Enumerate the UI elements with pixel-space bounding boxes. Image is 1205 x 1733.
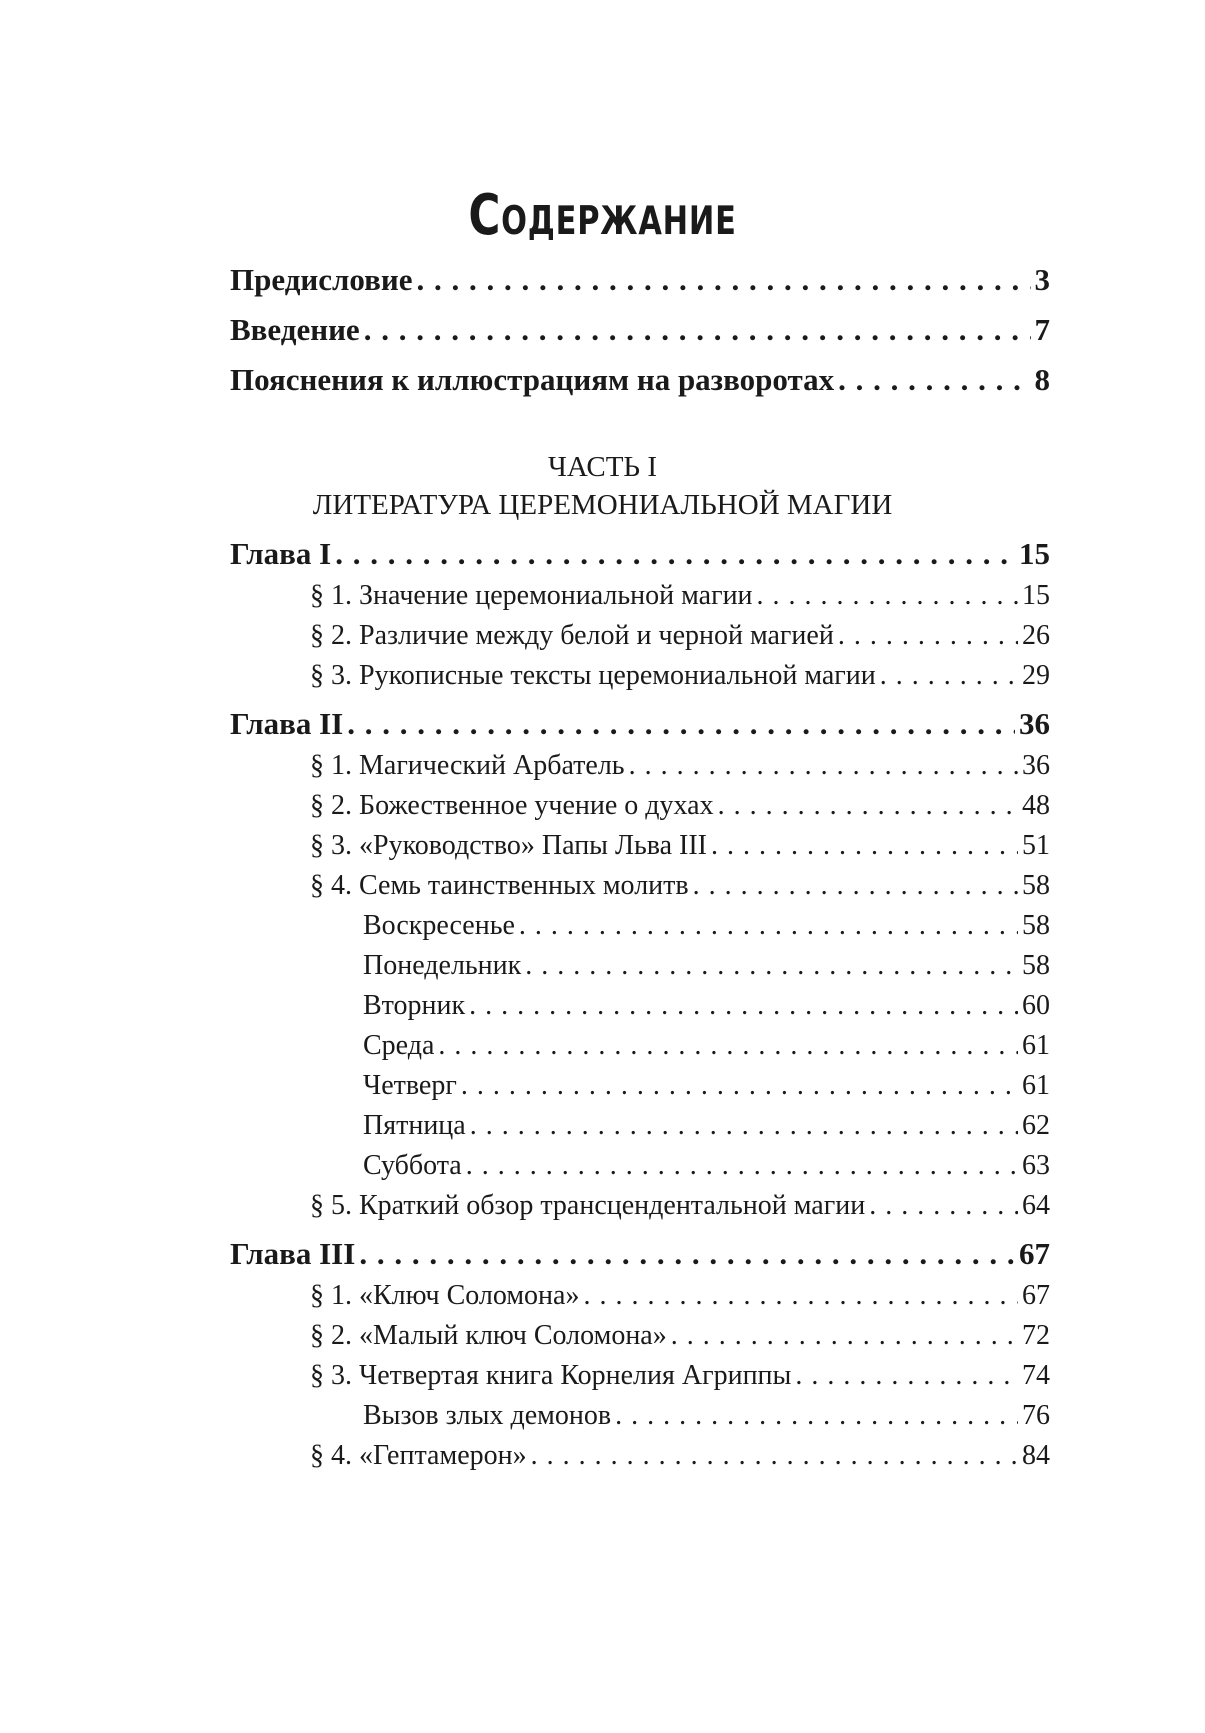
dot-leader xyxy=(417,262,1031,298)
section-page: 64 xyxy=(1022,1190,1050,1221)
entry-label: Пояснения к иллюстрациям на разворотах xyxy=(230,362,835,397)
subsection-page: 60 xyxy=(1022,990,1050,1021)
section-label: § 4. Семь таинственных молитв xyxy=(310,870,689,901)
subsection-label: Воскресенье xyxy=(363,910,515,941)
section-label: § 2. Божественное учение о духах xyxy=(310,790,714,821)
section-page: 51 xyxy=(1022,830,1050,861)
entry-page: 3 xyxy=(1034,262,1050,297)
section-page: 72 xyxy=(1022,1320,1050,1351)
dot-leader xyxy=(795,1360,1018,1392)
chapter-page: 36 xyxy=(1019,706,1050,741)
dot-leader xyxy=(615,1400,1018,1432)
chapter-page: 67 xyxy=(1019,1236,1050,1271)
toc-entry-illustrations[interactable] xyxy=(230,362,1050,412)
toc-subsection[interactable] xyxy=(230,950,1050,990)
toc-section[interactable] xyxy=(230,620,1050,660)
section-page: 67 xyxy=(1022,1280,1050,1311)
dot-leader xyxy=(469,990,1018,1022)
toc-section[interactable] xyxy=(230,1360,1050,1400)
section-page: 58 xyxy=(1022,870,1050,901)
dot-leader xyxy=(583,1280,1018,1312)
toc-subsection[interactable] xyxy=(230,1030,1050,1070)
dot-leader xyxy=(466,1150,1018,1182)
toc-section[interactable] xyxy=(230,660,1050,700)
section-label: § 1. Магический Арбатель xyxy=(310,750,625,781)
toc-subsection[interactable] xyxy=(230,1110,1050,1150)
dot-leader xyxy=(671,1320,1018,1352)
chapter-page: 15 xyxy=(1019,536,1050,571)
toc-section[interactable] xyxy=(230,750,1050,790)
entry-label: Предисловие xyxy=(230,262,413,297)
dot-leader xyxy=(359,1236,1015,1272)
subsection-label: Понедельник xyxy=(363,950,522,981)
toc-subsection[interactable] xyxy=(230,990,1050,1030)
section-page: 26 xyxy=(1022,620,1050,651)
toc-section[interactable] xyxy=(230,1440,1050,1480)
subsection-page: 62 xyxy=(1022,1110,1050,1141)
subsection-label: Среда xyxy=(363,1030,435,1061)
section-label: § 5. Краткий обзор трансцендентальной магии xyxy=(310,1190,866,1221)
subsection-page: 58 xyxy=(1022,950,1050,981)
dot-leader xyxy=(838,620,1018,652)
chapters-list xyxy=(230,536,1050,1480)
subsection-label: Четверг xyxy=(363,1070,457,1101)
subsection-label: Пятница xyxy=(363,1110,466,1141)
dot-leader xyxy=(470,1110,1018,1142)
toc-section[interactable] xyxy=(230,870,1050,910)
dot-leader xyxy=(711,830,1018,862)
dot-leader xyxy=(525,950,1018,982)
toc-chapter-2[interactable] xyxy=(230,706,1050,750)
section-page: 74 xyxy=(1022,1360,1050,1391)
toc-chapter-3[interactable] xyxy=(230,1236,1050,1280)
chapter-label: Глава III xyxy=(230,1236,356,1271)
toc-subsection[interactable] xyxy=(230,910,1050,950)
dot-leader xyxy=(531,1440,1018,1472)
section-label: § 2. «Малый ключ Соломона» xyxy=(310,1320,667,1351)
toc-section[interactable] xyxy=(230,1320,1050,1360)
dot-leader xyxy=(869,1190,1018,1222)
entry-label: Введение xyxy=(230,312,360,347)
section-label: § 3. Четвертая книга Корнелия Агриппы xyxy=(310,1360,792,1391)
section-label: § 1. «Ключ Соломона» xyxy=(310,1280,580,1311)
subsection-page: 63 xyxy=(1022,1150,1050,1181)
subsection-label: Вторник xyxy=(363,990,466,1021)
toc-entry-introduction[interactable] xyxy=(230,312,1050,362)
section-page: 84 xyxy=(1022,1440,1050,1471)
dot-leader xyxy=(461,1070,1018,1102)
dot-leader xyxy=(757,580,1018,612)
toc-chapter-1[interactable] xyxy=(230,536,1050,580)
toc-section[interactable] xyxy=(230,580,1050,620)
part-heading xyxy=(0,448,1205,524)
chapter-label: Глава I xyxy=(230,536,332,571)
toc-section[interactable] xyxy=(230,790,1050,830)
entry-page: 7 xyxy=(1034,312,1050,347)
dot-leader xyxy=(693,870,1018,902)
toc-subsection[interactable] xyxy=(230,1150,1050,1190)
dot-leader xyxy=(718,790,1018,822)
dot-leader xyxy=(438,1030,1018,1062)
toc-section[interactable] xyxy=(230,1280,1050,1320)
subsection-page: 61 xyxy=(1022,1030,1050,1061)
toc-section[interactable] xyxy=(230,830,1050,870)
toc-subsection[interactable] xyxy=(230,1400,1050,1440)
section-label: § 3. «Руководство» Папы Льва III xyxy=(310,830,708,861)
part-name: ЛИТЕРАТУРА ЦЕРЕМОНИАЛЬНОЙ МАГИИ xyxy=(312,489,893,521)
dot-leader xyxy=(629,750,1018,782)
section-label: § 1. Значение церемониальной магии xyxy=(310,580,753,611)
dot-leader xyxy=(519,910,1018,942)
subsection-page: 61 xyxy=(1022,1070,1050,1101)
section-label: § 2. Различие между белой и черной магией xyxy=(310,620,834,651)
page-title: Содержание xyxy=(468,183,737,248)
section-label: § 3. Рукописные тексты церемониальной магии xyxy=(310,660,876,691)
toc-subsection[interactable] xyxy=(230,1070,1050,1110)
subsection-label: Вызов злых демонов xyxy=(363,1400,612,1431)
dot-leader xyxy=(364,312,1031,348)
dot-leader xyxy=(335,536,1015,572)
dot-leader xyxy=(838,362,1030,398)
section-page: 15 xyxy=(1022,580,1050,611)
section-page: 36 xyxy=(1022,750,1050,781)
toc-entry-preface[interactable] xyxy=(230,262,1050,312)
toc-section[interactable] xyxy=(230,1190,1050,1230)
subsection-page: 76 xyxy=(1022,1400,1050,1431)
dot-leader xyxy=(880,660,1018,692)
section-page: 48 xyxy=(1022,790,1050,821)
dot-leader xyxy=(347,706,1015,742)
part-number: ЧАСТЬ I xyxy=(548,451,657,483)
entry-page: 8 xyxy=(1034,362,1050,397)
chapter-label: Глава II xyxy=(230,706,344,741)
subsection-label: Суббота xyxy=(363,1150,462,1181)
section-page: 29 xyxy=(1022,660,1050,691)
section-label: § 4. «Гептамерон» xyxy=(310,1440,527,1471)
front-matter-list xyxy=(230,262,1050,412)
subsection-page: 58 xyxy=(1022,910,1050,941)
